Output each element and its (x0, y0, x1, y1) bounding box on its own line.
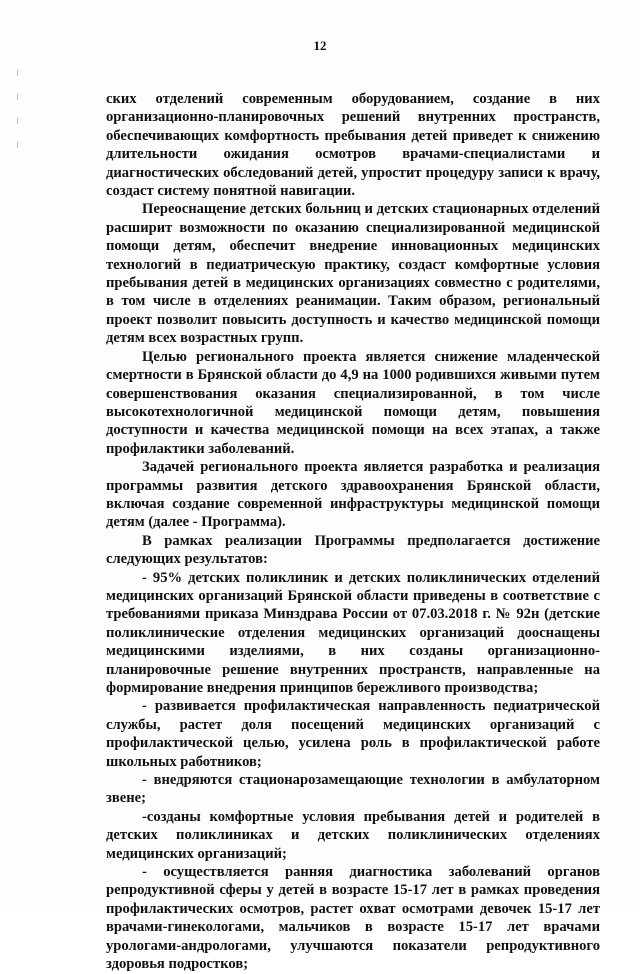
binding-margin-marks (17, 70, 23, 160)
paragraph-goal: Целью регионального проекта является снижение младенческой смертности в Брянской области до 4,9 на 1000 родившихся живыми путем совершенствования оказания специализированной, в том числе высокотехнологичной медицинской помощи детям, повышения доступности и качества медицинской помощи на всех этапах, а также профилактики заболеваний. (106, 348, 600, 457)
document-body (106, 90, 600, 974)
paragraph-task: Задачей регионального проекта является разработка и реализация программы развития детского здравоохранения Брянской области, включая создание современной инфраструктуры медицинской помощи детям (далее - Программа). (106, 459, 600, 531)
paragraph-continuation: ских отделений современным оборудованием, создание в них организационно-планировочных решений внутренних пространств, обеспечивающих комфортность пребывания детей приведет к снижению длительности ожидания осмотров врачами-специалистами и диагностических обследований детей, упростит процедуру записи к врачу, создаст систему понятной навигации. (106, 91, 600, 200)
paragraph-reequipment: Переоснащение детских больниц и детских стационарных отделений расширит возможности по оказанию специализированной медицинской помощи детям, обеспечит внедрение инновационных медицинских технологий в педиатрическую практику, создаст комфортные условия пребывания детей в медицинских организациях совместно с родителями, в том числе в отделениях реанимации. Таким образом, региональный проект позволит повысить доступность и качество медицинской помощи детям всех возрастных групп. (106, 201, 600, 347)
paragraph-results-intro: В рамках реализации Программы предполагается достижение следующих результатов: (106, 532, 600, 568)
page-number: 12 (313, 38, 327, 53)
list-item-prevention: - развивается профилактическая направленность педиатрической службы, растет доля посещений медицинских организаций с профилактической целью, усилена роль в профилактической работе школьных работников; (106, 698, 600, 770)
list-item-clinics: - 95% детских поликлиник и детских поликлинических отделений медицинских организаций Брянской области приведены в соответствие с требованиями приказа Минздрава России от 07.03.2018 г. № 92н (детские поликлинические отделения медицинских организаций дооснащены медицинскими изделиями, в них созданы организационно-планировочные решение внутренних пространств, направленные на формирование внедрения принципов бережливого производства; (106, 569, 600, 696)
list-item-comfort: -созданы комфортные условия пребывания детей и родителей в детских поликлиниках и детских поликлинических отделениях медицинских организаций; (106, 808, 600, 862)
list-item-diagnostics: - осуществляется ранняя диагностика заболеваний органов репродуктивной сферы у детей в возрасте 15-17 лет в рамках проведения профилактических осмотров, растет охват осмотрами девочек 15-17 лет врачами-гинекологами, мальчиков в возрасте 15-17 лет врачами урологами-андрологами, улучшаются показатели репродуктивного здоровья подростков; (106, 864, 600, 973)
list-item-outpatient: - внедряются стационарозамещающие технологии в амбулаторном звене; (106, 772, 600, 807)
